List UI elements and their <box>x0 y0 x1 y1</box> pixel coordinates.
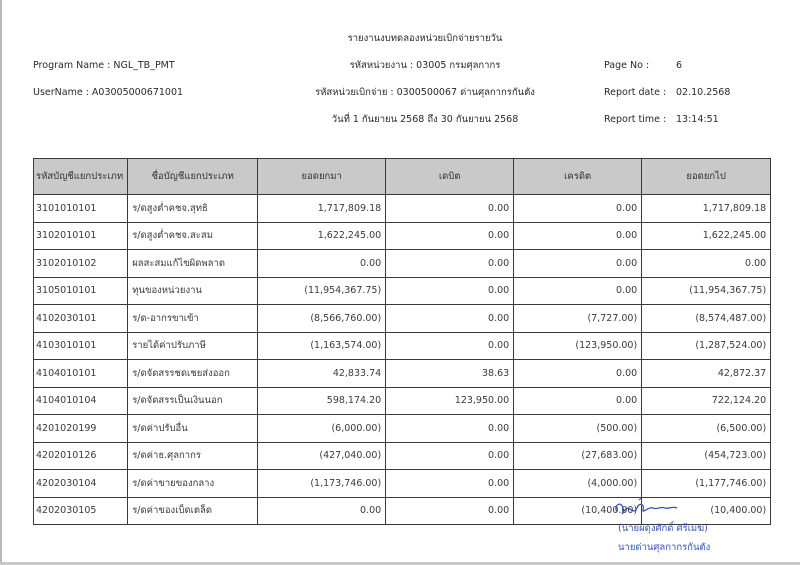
cell-opening-balance: 1,717,809.18 <box>258 195 386 223</box>
cell-account-name: ร/ดสูงต่ำคชจ.สุทธิ <box>128 195 258 223</box>
cell-opening-balance: 598,174.20 <box>258 387 386 415</box>
cell-account-name: ร/ดสูงต่ำคชจ.สะสม <box>128 222 258 250</box>
report-date-label: Report date : <box>604 87 667 98</box>
cell-account-code: 3105010101 <box>34 277 128 305</box>
cell-closing-balance: 42,872.37 <box>642 360 771 388</box>
page-edge-left <box>0 0 2 565</box>
table-header-row <box>34 159 771 195</box>
cell-opening-balance: (8,566,760.00) <box>258 305 386 333</box>
header-opening-balance: ยอดยกมา <box>258 159 386 195</box>
cell-credit: 0.00 <box>514 195 642 223</box>
signatory-position: นายด่านศุลกากรกันตัง <box>618 542 711 553</box>
cell-closing-balance: (10,400.00) <box>642 497 771 525</box>
cell-closing-balance: 1,622,245.00 <box>642 222 771 250</box>
cell-credit: (7,727.00) <box>514 305 642 333</box>
cell-opening-balance: (1,163,574.00) <box>258 332 386 360</box>
cell-credit: 0.00 <box>514 277 642 305</box>
cell-account-name: ร/ดค่าธ.ศุลกากร <box>128 442 258 470</box>
signature-scribble <box>611 496 681 520</box>
table-row <box>34 332 771 360</box>
table-row <box>34 442 771 470</box>
header-closing-balance: ยอดยกไป <box>642 159 771 195</box>
cell-debit: 38.63 <box>386 360 514 388</box>
cell-credit: 0.00 <box>514 360 642 388</box>
trial-balance-table <box>33 158 771 525</box>
cell-account-code: 3102010102 <box>34 250 128 278</box>
cell-account-name: ร/ดค่าขายของกลาง <box>128 470 258 498</box>
header-account-code: รหัสบัญชีแยกประเภท <box>34 159 128 195</box>
cell-closing-balance: 1,717,809.18 <box>642 195 771 223</box>
table-row <box>34 277 771 305</box>
cell-debit: 0.00 <box>386 222 514 250</box>
cell-credit: 0.00 <box>514 387 642 415</box>
header-credit: เครดิต <box>514 159 642 195</box>
report-period: วันที่ 1 กันยายน 2568 ถึง 30 กันยายน 2568 <box>331 114 519 125</box>
table-row <box>34 387 771 415</box>
cell-closing-balance: (1,177,746.00) <box>642 470 771 498</box>
cell-debit: 0.00 <box>386 250 514 278</box>
cell-credit: (10,400.00) <box>514 497 642 525</box>
cell-opening-balance: (1,173,746.00) <box>258 470 386 498</box>
cell-account-name: ร/ดค่าปรับอื่น <box>128 415 258 443</box>
report-title: รายงานงบทดลองหน่วยเบิกจ่ายรายวัน <box>347 33 503 44</box>
cell-debit: 0.00 <box>386 195 514 223</box>
report-time-label: Report time : <box>604 114 667 125</box>
cell-opening-balance: (11,954,367.75) <box>258 277 386 305</box>
table-row <box>34 415 771 443</box>
cell-account-name: ร/ดค่าของเบ็ดเตล็ด <box>128 497 258 525</box>
header-debit: เดบิต <box>386 159 514 195</box>
cell-credit: (27,683.00) <box>514 442 642 470</box>
cell-account-name: รายได้ค่าปรับภาษี <box>128 332 258 360</box>
cell-opening-balance: 0.00 <box>258 250 386 278</box>
table-row <box>34 305 771 333</box>
cell-debit: 123,950.00 <box>386 387 514 415</box>
cell-account-code: 4201020199 <box>34 415 128 443</box>
cell-account-name: ผลสะสมแก้ไขผิดพลาด <box>128 250 258 278</box>
cell-opening-balance: 0.00 <box>258 497 386 525</box>
cell-debit: 0.00 <box>386 305 514 333</box>
header-account-name: ชื่อบัญชีแยกประเภท <box>128 159 258 195</box>
cell-account-name: ร/ดจัดสรรเป็นเงินนอก <box>128 387 258 415</box>
report-time-value: 13:14:51 <box>676 114 719 125</box>
table-row <box>34 195 771 223</box>
cell-debit: 0.00 <box>386 277 514 305</box>
cell-account-code: 3102010101 <box>34 222 128 250</box>
page-no-value: 6 <box>676 60 683 71</box>
page-no-label: Page No : <box>604 60 650 71</box>
cell-credit: (500.00) <box>514 415 642 443</box>
cell-account-code: 4104010104 <box>34 387 128 415</box>
table-row <box>34 250 771 278</box>
cell-closing-balance: (6,500.00) <box>642 415 771 443</box>
cell-account-code: 4103010101 <box>34 332 128 360</box>
cell-credit: (123,950.00) <box>514 332 642 360</box>
report-date-value: 02.10.2568 <box>676 87 731 98</box>
cell-account-name: ร/ด-อากรขาเข้า <box>128 305 258 333</box>
table-row <box>34 222 771 250</box>
cell-closing-balance: 0.00 <box>642 250 771 278</box>
cell-closing-balance: (1,287,524.00) <box>642 332 771 360</box>
program-name: Program Name : NGL_TB_PMT <box>33 60 175 71</box>
cell-account-code: 4202010126 <box>34 442 128 470</box>
cell-closing-balance: (11,954,367.75) <box>642 277 771 305</box>
agency-code: รหัสหน่วยงาน : 03005 กรมศุลกากร <box>349 60 501 71</box>
cell-closing-balance: 722,124.20 <box>642 387 771 415</box>
cell-account-code: 4202030105 <box>34 497 128 525</box>
cell-debit: 0.00 <box>386 442 514 470</box>
cell-credit: 0.00 <box>514 250 642 278</box>
cell-account-name: ร/ดจัดสรรชดเชยส่งออก <box>128 360 258 388</box>
table-row <box>34 360 771 388</box>
username: UserName : A03005000671001 <box>33 87 184 98</box>
cell-closing-balance: (8,574,487.00) <box>642 305 771 333</box>
cell-opening-balance: (6,000.00) <box>258 415 386 443</box>
cell-account-code: 4102030101 <box>34 305 128 333</box>
cell-account-code: 4202030104 <box>34 470 128 498</box>
cell-opening-balance: 1,622,245.00 <box>258 222 386 250</box>
cell-account-code: 3101010101 <box>34 195 128 223</box>
cell-account-name: ทุนของหน่วยงาน <box>128 277 258 305</box>
cell-closing-balance: (454,723.00) <box>642 442 771 470</box>
cell-debit: 0.00 <box>386 497 514 525</box>
table-row <box>34 470 771 498</box>
signatory-name: (นายผดุงศักดิ์ ศรีเมฆ) <box>618 523 708 534</box>
disbursement-unit: รหัสหน่วยเบิกจ่าย : 0300500067 ด่านศุลกากรกันตัง <box>315 87 535 98</box>
cell-account-code: 4104010101 <box>34 360 128 388</box>
cell-credit: (4,000.00) <box>514 470 642 498</box>
cell-credit: 0.00 <box>514 222 642 250</box>
cell-debit: 0.00 <box>386 470 514 498</box>
cell-opening-balance: (427,040.00) <box>258 442 386 470</box>
cell-debit: 0.00 <box>386 415 514 443</box>
cell-debit: 0.00 <box>386 332 514 360</box>
cell-opening-balance: 42,833.74 <box>258 360 386 388</box>
